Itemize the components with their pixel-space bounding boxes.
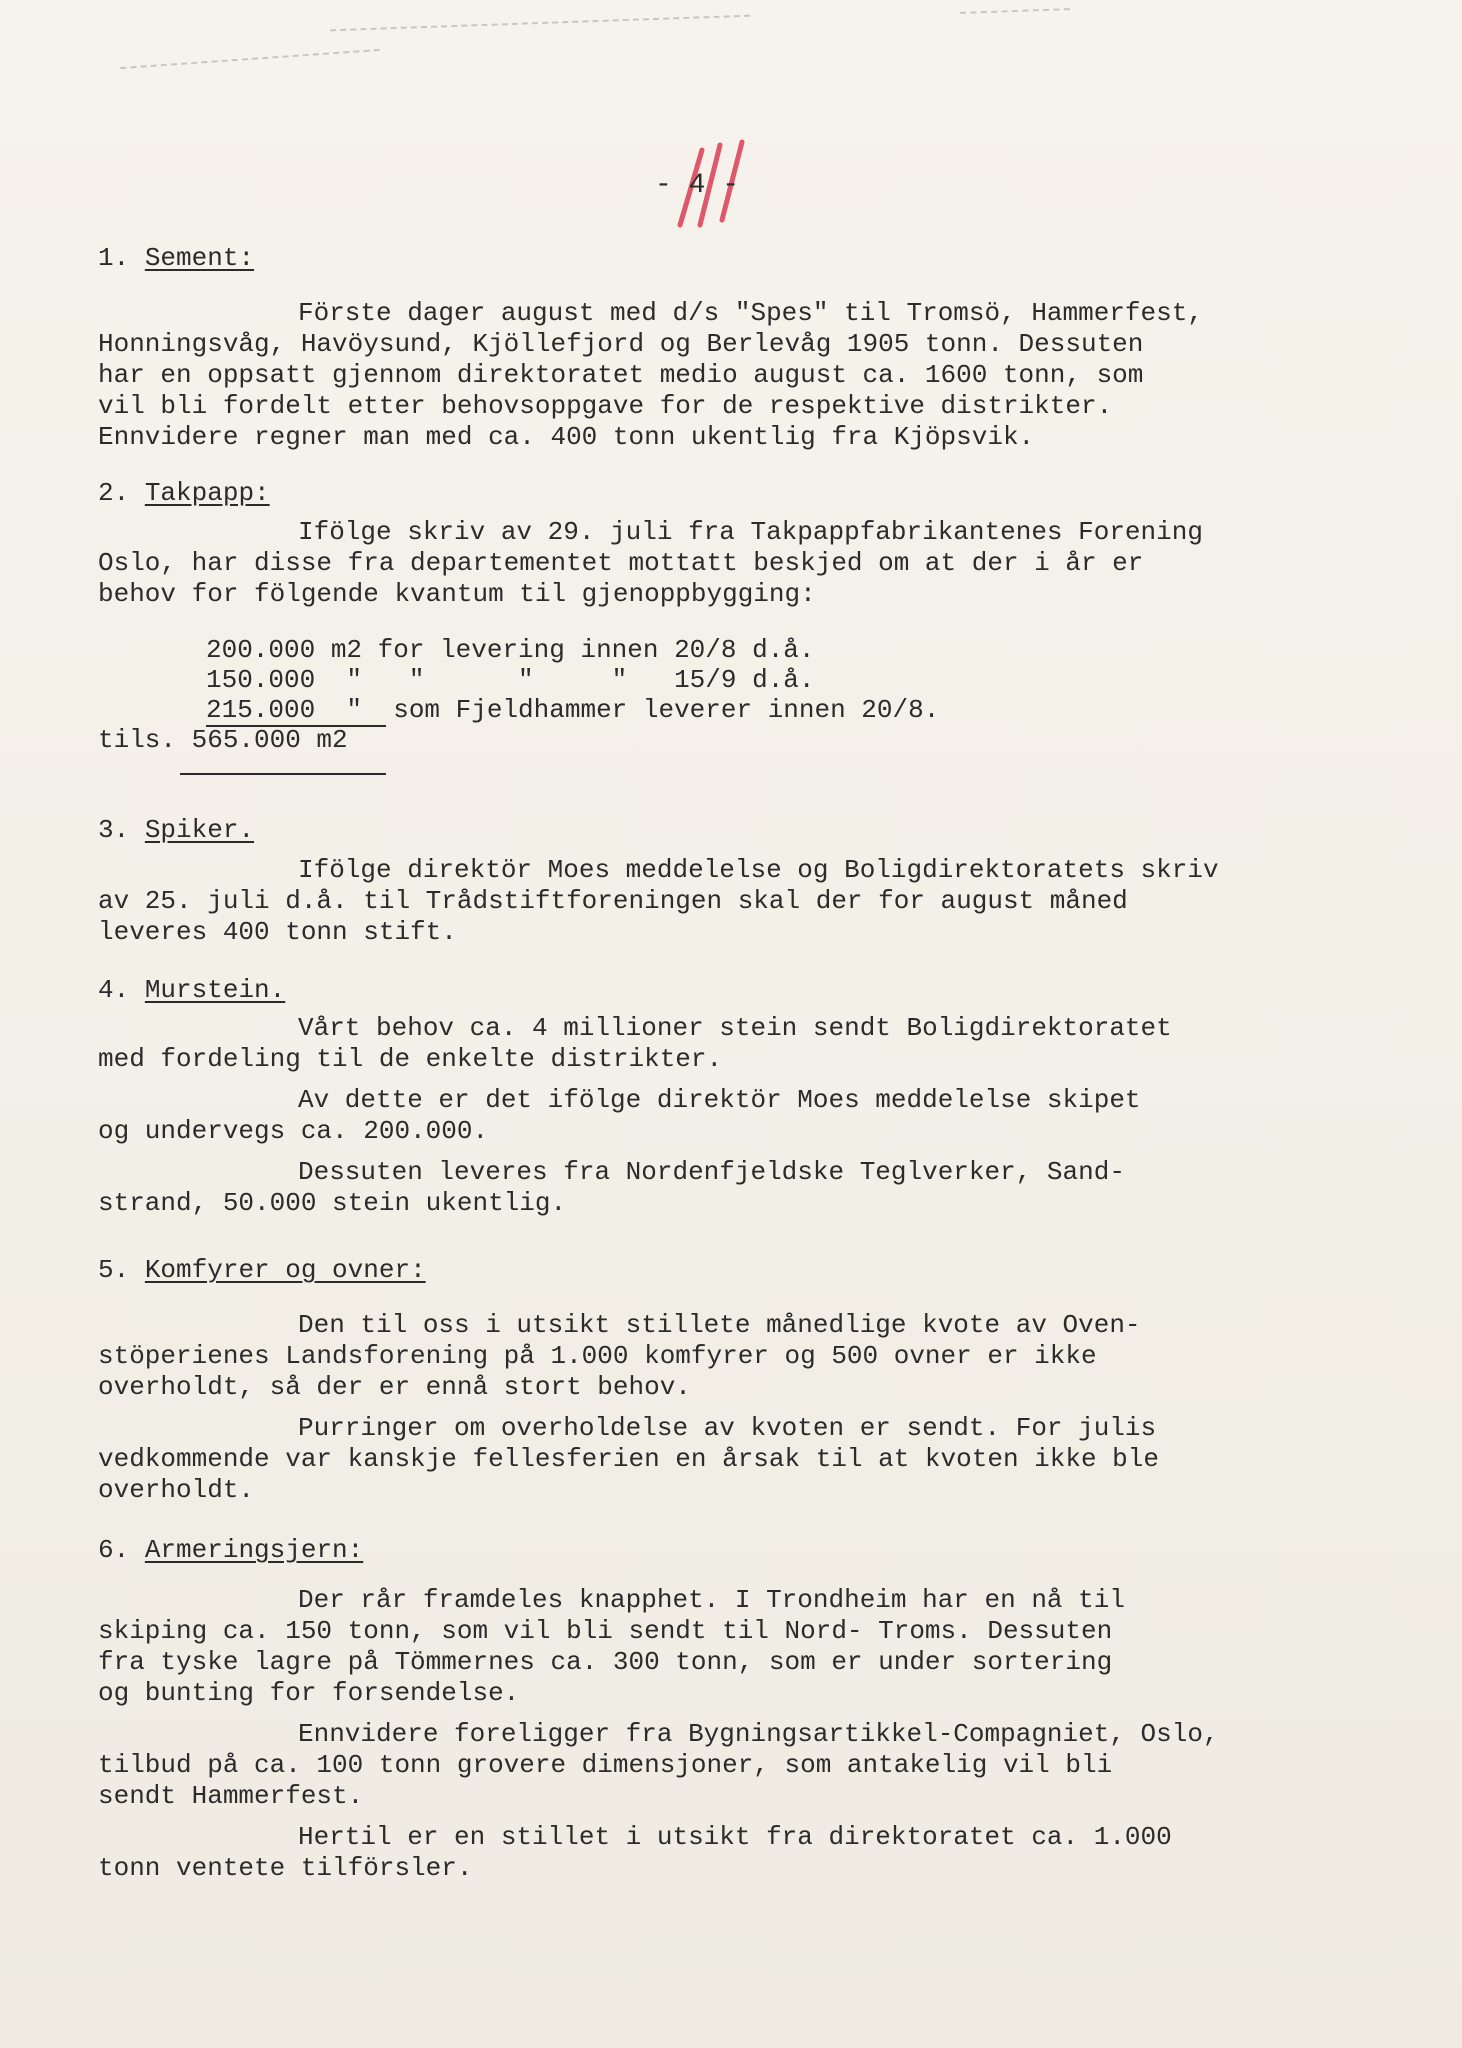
section-body [98,517,1378,610]
page-number: - 4 - [655,170,740,201]
section-heading [98,243,254,273]
text-line: Oslo, har disse fra departementet mottatt beskjed om at der i år er [98,548,1144,578]
text-line: Honningsvåg, Havöysund, Kjöllefjord og Berlevåg 1905 tonn. Dessuten [98,329,1144,359]
section-heading [98,815,254,845]
text-line: Purringer om overholdelse av kvoten er sendt. For julis [298,1413,1157,1443]
text-line: Dessuten leveres fra Nordenfjeldske Teglverker, Sand- [298,1157,1125,1187]
text-line: Av dette er det ifölge direktör Moes meddelelse skipet [298,1085,1141,1115]
section-heading [98,1255,426,1285]
table-row: tils. 565.000 m2 [98,725,348,755]
sum-underline [206,725,386,727]
text-line: av 25. juli d.å. til Trådstiftforeningen skal der for august måned [98,886,1128,916]
top-scratch-mark [960,8,1070,14]
text-line: stöperienes Landsforening på 1.000 komfyrer og 500 ovner er ikke [98,1341,1097,1371]
section-heading [98,975,285,1005]
text-line: Ifölge direktör Moes meddelelse og Boligdirektoratets skriv [298,855,1219,885]
text-line: Den til oss i utsikt stillete månedlige kvote av Oven- [298,1310,1141,1340]
text-line: Vårt behov ca. 4 millioner stein sendt Boligdirektoratet [298,1013,1172,1043]
section-number: 1. [98,243,130,273]
text-line: med fordeling til de enkelte distrikter. [98,1044,723,1074]
section-number: 5. [98,1255,130,1285]
text-line: og undervegs ca. 200.000. [98,1116,489,1146]
section-body [98,298,1378,453]
text-line: og bunting for forsendelse. [98,1678,520,1708]
text-line: vil bli fordelt etter behovsoppgave for de respektive distrikter. [98,391,1113,421]
text-line: strand, 50.000 stein ukentlig. [98,1188,567,1218]
section-body [98,1310,1378,1506]
text-line: tonn ventete tilförsler. [98,1853,473,1883]
text-line: skiping ca. 150 tonn, som vil bli sendt til Nord- Troms. Dessuten [98,1616,1113,1646]
section-heading [98,478,270,508]
text-line: Der rår framdeles knapphet. I Trondheim har en nå til [298,1585,1125,1615]
text-line: tilbud på ca. 100 tonn grovere dimensjoner, som antakelig vil bli [98,1750,1113,1780]
section-title: Sement: [144,243,255,273]
table-row: 215.000 " som Fjeldhammer leverer innen 20/8. [206,695,940,725]
text-line: sendt Hammerfest. [98,1781,364,1811]
total-underline [180,773,386,775]
text-line: leveres 400 tonn stift. [98,917,457,947]
section-number: 3. [98,815,130,845]
text-line: Ennvidere regner man med ca. 400 tonn ukentlig fra Kjöpsvik. [98,422,1035,452]
top-scratch-mark [330,15,750,32]
section-number: 2. [98,478,130,508]
top-scratch-mark [120,49,380,69]
section-number: 4. [98,975,130,1005]
section-body [98,855,1378,948]
text-line: fra tyske lagre på Tömmernes ca. 300 tonn, som er under sortering [98,1647,1113,1677]
section-body [98,1013,1378,1219]
text-line: har en oppsatt gjennom direktoratet medio august ca. 1600 tonn, som [98,360,1144,390]
section-title: Armeringsjern: [144,1535,364,1565]
text-line: Ennvidere foreligger fra Bygningsartikkel-Compagniet, Oslo, [298,1719,1219,1749]
text-line: overholdt. [98,1475,255,1505]
text-line: Hertil er en stillet i utsikt fra direktoratet ca. 1.000 [298,1822,1172,1852]
section-title: Komfyrer og ovner: [144,1255,426,1285]
table-row: 200.000 m2 for levering innen 20/8 d.å. [206,635,815,665]
quantity-table [98,635,939,755]
text-line: overholdt, så der er ennå stort behov. [98,1372,691,1402]
section-title: Murstein. [144,975,286,1005]
text-line: vedkommende var kanskje fellesferien en årsak til at kvoten ikke ble [98,1444,1159,1474]
text-line: Förste dager august med d/s "Spes" til Tromsö, Hammerfest, [298,298,1203,328]
table-row: 150.000 " " " " 15/9 d.å. [206,665,815,695]
section-heading [98,1535,363,1565]
section-title: Spiker. [144,815,255,845]
text-line: Ifölge skriv av 29. juli fra Takpappfabrikantenes Forening [298,517,1203,547]
section-title: Takpapp: [144,478,270,508]
section-body [98,1585,1378,1884]
text-line: behov for fölgende kvantum til gjenoppbygging: [98,579,816,609]
section-number: 6. [98,1535,130,1565]
